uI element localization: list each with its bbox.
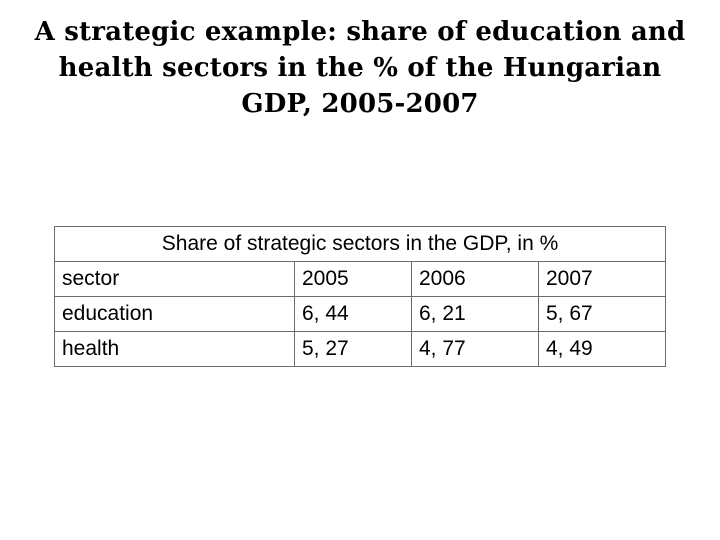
title-line: GDP, 2005-2007 xyxy=(241,89,479,119)
table-row xyxy=(55,297,666,332)
sector-cell: health xyxy=(55,332,295,367)
table-caption-row xyxy=(55,227,666,262)
value-cell: 6, 21 xyxy=(412,297,539,332)
value-cell: 5, 67 xyxy=(539,297,666,332)
header-cell-2006: 2006 xyxy=(412,262,539,297)
title-line: A strategic example: share of education and xyxy=(34,17,686,47)
value-cell: 6, 44 xyxy=(295,297,412,332)
sector-cell: education xyxy=(55,297,295,332)
value-cell: 4, 49 xyxy=(539,332,666,367)
header-cell-2007: 2007 xyxy=(539,262,666,297)
title-line: health sectors in the % of the Hungarian xyxy=(58,53,662,83)
gdp-share-table xyxy=(54,226,666,367)
table-row xyxy=(55,332,666,367)
slide-title xyxy=(20,14,700,122)
value-cell: 4, 77 xyxy=(412,332,539,367)
value-cell: 5, 27 xyxy=(295,332,412,367)
table-caption: Share of strategic sectors in the GDP, in % xyxy=(55,227,666,262)
table-header-row xyxy=(55,262,666,297)
header-cell-sector: sector xyxy=(55,262,295,297)
header-cell-2005: 2005 xyxy=(295,262,412,297)
